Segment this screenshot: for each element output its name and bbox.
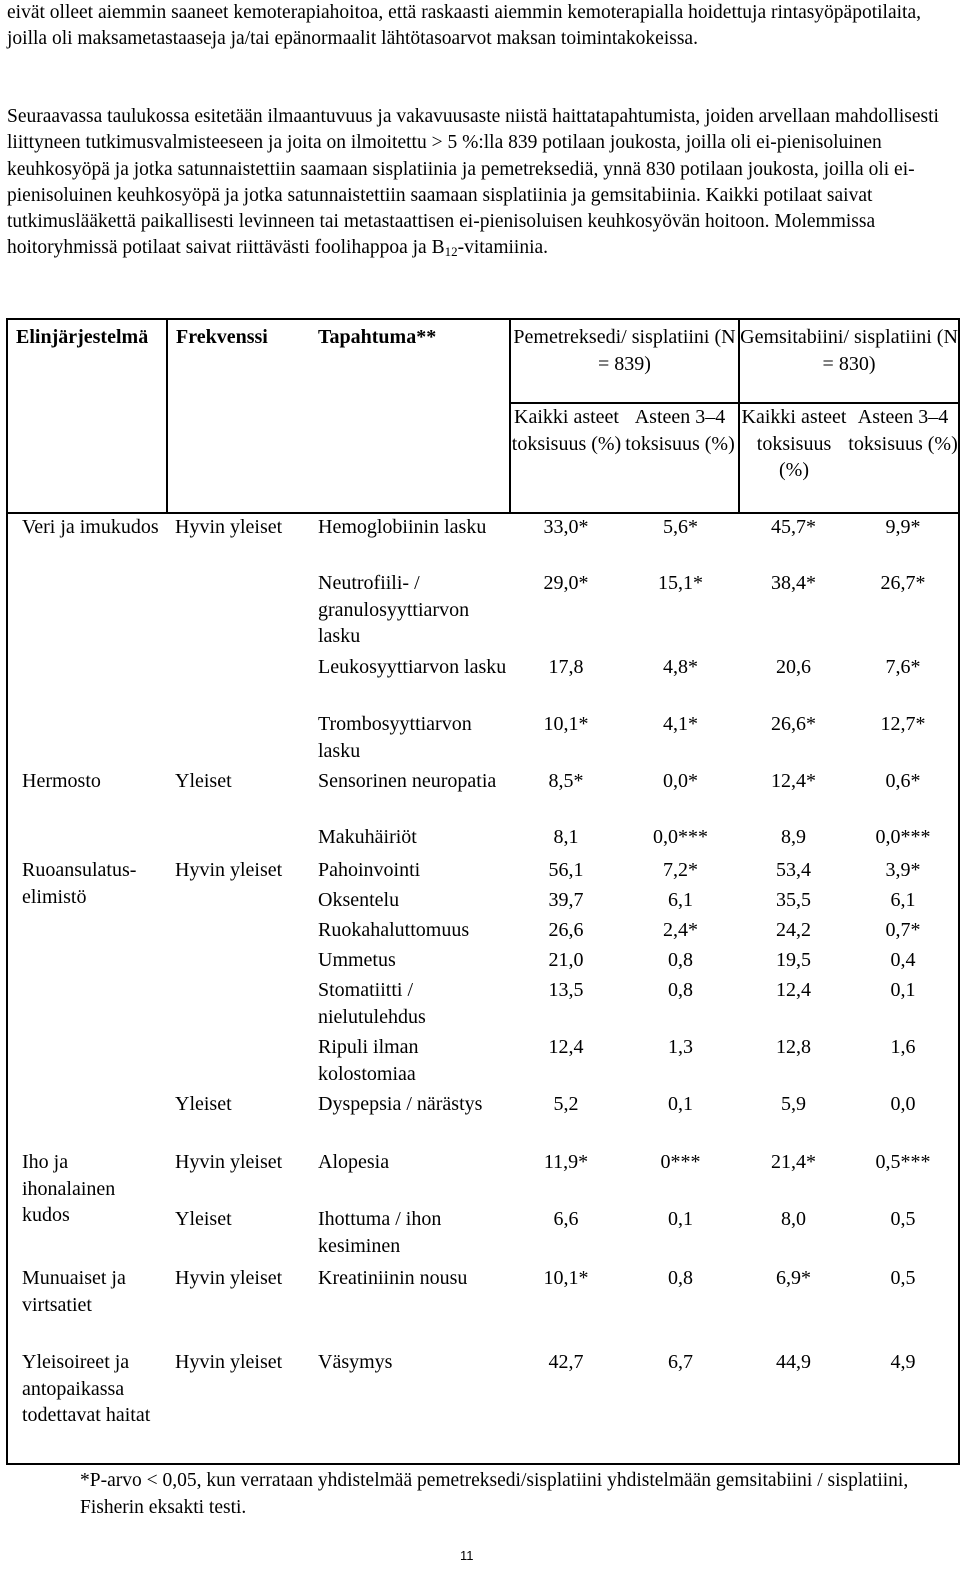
value-cell: 0,1 — [668, 1093, 693, 1115]
event-cell: Stomatiitti / nielutulehdus — [318, 979, 426, 1028]
frequency-cell: Yleiset — [175, 770, 232, 792]
value-cell: 6,7 — [622, 1349, 739, 1464]
event-cell: Alopesia — [318, 1151, 390, 1173]
system-general: Yleisoireet ja antopaikassa todettavat haitat — [7, 1349, 167, 1464]
header-gemcitabine-cisplatin: Gemsitabiini/ sisplatiini (N = 830) — [739, 319, 959, 403]
value-cell: 5,2 — [553, 1093, 579, 1115]
value-cell: 33,0* — [543, 516, 589, 538]
value-cell: 0,8 — [668, 1267, 693, 1289]
value-cell: 4,1* — [663, 713, 698, 735]
value-cell: 8,1 — [553, 826, 579, 848]
value-cell: 0,7* — [848, 917, 959, 947]
system-gastrointestinal: Ruoansulatus- elimistö — [7, 857, 167, 1149]
value-cell: 6,9* — [776, 1267, 812, 1289]
frequency-cell: Hyvin yleiset — [167, 1349, 310, 1464]
table-row — [7, 513, 959, 570]
header-pemetrexed-cisplatin: Pemetreksedi/ sisplatiini (N = 839) — [510, 319, 739, 403]
footnote: *P-arvo < 0,05, kun verrataan yhdistelmää pemetreksedi/sisplatiini yhdistelmään gemsitabiini / sisplatiini, Fisherin eksakti testi. — [80, 1470, 909, 1518]
header-all-grades-pem: Kaikki asteet toksisuus (%) — [510, 403, 622, 513]
value-cell: 13,5 — [548, 979, 584, 1001]
event-cell: Dyspepsia / närästys — [318, 1093, 483, 1115]
header-frequency: Frekvenssi — [167, 319, 310, 513]
value-cell: 5,9 — [781, 1093, 807, 1115]
value-cell: 44,9 — [739, 1349, 848, 1464]
value-cell: 2,4* — [663, 919, 698, 941]
value-cell: 39,7 — [548, 889, 584, 911]
value-cell: 6,1 — [848, 887, 959, 917]
event-cell: Ihottuma / ihon kesiminen — [318, 1208, 442, 1257]
value-cell: 6,1 — [668, 889, 693, 911]
value-cell: 0,0* — [663, 770, 698, 792]
intro-paragraph-2-end: -vitamiinia. — [457, 237, 549, 259]
value-cell: 0,8 — [668, 949, 693, 971]
value-cell: 21,4* — [771, 1151, 817, 1173]
value-cell: 12,8 — [776, 1036, 812, 1058]
value-cell: 0,6* — [848, 768, 959, 824]
value-cell: 0,1 — [668, 1208, 693, 1230]
event-cell: Väsymys — [310, 1349, 510, 1464]
value-cell: 1,6 — [848, 1034, 959, 1091]
header-grade34-gem: Asteen 3–4 toksisuus (%) — [848, 403, 959, 513]
value-cell: 8,0 — [781, 1208, 807, 1230]
value-cell: 8,5* — [548, 770, 584, 792]
value-cell: 6,6 — [553, 1208, 579, 1230]
table-row — [7, 857, 959, 887]
value-cell: 3,9* — [848, 857, 959, 887]
value-cell: 56,1 — [548, 859, 584, 881]
value-cell: 0,5 — [848, 1265, 959, 1349]
frequency-cell: Hyvin yleiset — [175, 516, 283, 538]
table-row — [7, 768, 959, 824]
frequency-cell: Hyvin yleiset — [175, 1151, 283, 1173]
value-cell: 42,7 — [510, 1349, 622, 1464]
intro-paragraph-1: eivät olleet aiemmin saaneet kemoterapiahoitoa, että raskaasti aiemmin kemoterapialla hoidettuja rintasyöpäpotilaita, joilla oli maksametastaaseja ja/tai epänormaalit lähtötasoarvot maksan toimintakokeissa. — [7, 2, 921, 50]
value-cell: 11,9* — [543, 1151, 589, 1173]
value-cell: 26,6* — [771, 713, 817, 735]
value-cell: 53,4 — [776, 859, 812, 881]
value-cell: 45,7* — [771, 516, 817, 538]
value-cell: 29,0* — [543, 572, 589, 594]
event-cell: Hemoglobiinin lasku — [318, 516, 487, 538]
value-cell: 0,8 — [668, 979, 693, 1001]
value-cell: 26,6 — [548, 919, 584, 941]
event-cell: Oksentelu — [318, 889, 400, 911]
page-number: 11 — [460, 1548, 474, 1563]
frequency-cell: Yleiset — [175, 1208, 232, 1230]
value-cell: 7,2* — [663, 859, 698, 881]
header-event: Tapahtuma** — [310, 319, 510, 513]
frequency-cell: Yleiset — [175, 1093, 232, 1115]
intro-paragraph-2-text: Seuraavassa taulukossa esitetään ilmaantuvuus ja vakavuusaste niistä haittatapahtumista, joiden arvellaan mahdollisesti liittyneen tutkimusvalmisteeseen ja joita on ilmoitettu > 5 %:lla 839 potilaan joukosta, joilla oli ei-pienisoluinen keuhkosyöpä ja jotka satunnaistettiin saamaan sisplatiinia ja pemetreksediä, ynnä 830 potilaan joukosta, joilla oli ei-pienisoluinen keuhkosyöpä ja jotka satunnaistettiin saamaan sisplatiinia ja gemsitabiinia. Kaikki potilaat saivat tutkimuslääkettä paikallisesti levinneen tai metastaattisen ei-pienisoluisen keuhkosyövän hoitoon. Molemmissa hoitoryhmissä potilaat saivat riittävästi foolihappoa ja B — [7, 106, 939, 259]
value-cell: 0,4 — [848, 947, 959, 977]
value-cell: 4,8* — [663, 656, 698, 678]
value-cell: 19,5 — [776, 949, 812, 971]
value-cell: 0*** — [660, 1151, 701, 1173]
table-row — [7, 1149, 959, 1206]
value-cell: 15,1* — [658, 572, 703, 594]
event-cell: Leukosyyttiarvon lasku — [318, 656, 507, 678]
value-cell: 0,0*** — [848, 824, 959, 857]
value-cell: 0,0 — [848, 1091, 959, 1149]
frequency-cell: Hyvin yleiset — [175, 1267, 283, 1289]
event-cell: Makuhäiriöt — [318, 826, 417, 848]
event-cell: Kreatiniinin nousu — [318, 1267, 468, 1289]
event-cell: Ruokahaluttomuus — [318, 919, 470, 941]
system-nervous: Hermosto — [7, 768, 167, 857]
value-cell: 12,4 — [776, 979, 812, 1001]
event-cell: Sensorinen neuropatia — [318, 770, 497, 792]
value-cell: 10,1* — [543, 713, 589, 735]
intro-paragraph-2 — [7, 104, 942, 262]
frequency-cell: Hyvin yleiset — [175, 859, 283, 881]
event-cell: Neutrofiili- / granulosyyttiarvon lasku — [318, 572, 470, 648]
value-cell: 12,4* — [771, 770, 817, 792]
system-blood: Veri ja imukudos — [7, 513, 167, 768]
header-all-grades-gem: Kaikki asteet toksisuus (%) — [739, 403, 848, 513]
value-cell: 24,2 — [776, 919, 812, 941]
value-cell: 8,9 — [781, 826, 807, 848]
value-cell: 0,0*** — [653, 826, 708, 848]
value-cell: 1,3 — [668, 1036, 693, 1058]
value-cell: 21,0 — [548, 949, 584, 971]
table-row — [7, 1265, 959, 1349]
header-system: Elinjärjestelmä — [7, 319, 167, 513]
vitamin-subscript: 12 — [444, 244, 458, 260]
event-cell: Pahoinvointi — [318, 859, 421, 881]
event-cell: Ummetus — [318, 949, 396, 971]
value-cell: 38,4* — [771, 572, 817, 594]
value-cell: 12,7* — [848, 711, 959, 768]
header-grade34-pem: Asteen 3–4 toksisuus (%) — [622, 403, 739, 513]
event-cell: Ripuli ilman kolostomiaa — [318, 1036, 419, 1085]
system-renal: Munuaiset ja virtsatiet — [7, 1265, 167, 1349]
value-cell: 10,1* — [543, 1267, 589, 1289]
system-skin: Iho ja ihonalainen kudos — [7, 1149, 167, 1265]
adverse-events-table — [6, 318, 960, 1465]
value-cell: 0,5*** — [848, 1149, 959, 1206]
value-cell: 0,5 — [848, 1206, 959, 1265]
value-cell: 12,4 — [548, 1036, 584, 1058]
value-cell: 35,5 — [776, 889, 812, 911]
event-cell: Trombosyyttiarvon lasku — [318, 713, 472, 762]
value-cell: 4,9 — [848, 1349, 959, 1464]
value-cell: 7,6* — [848, 654, 959, 711]
value-cell: 0,1 — [848, 977, 959, 1034]
value-cell: 5,6* — [663, 516, 698, 538]
table-row — [7, 1349, 959, 1464]
value-cell: 26,7* — [848, 570, 959, 654]
value-cell: 9,9* — [848, 513, 959, 570]
value-cell: 20,6 — [776, 656, 812, 678]
value-cell: 17,8 — [548, 656, 584, 678]
